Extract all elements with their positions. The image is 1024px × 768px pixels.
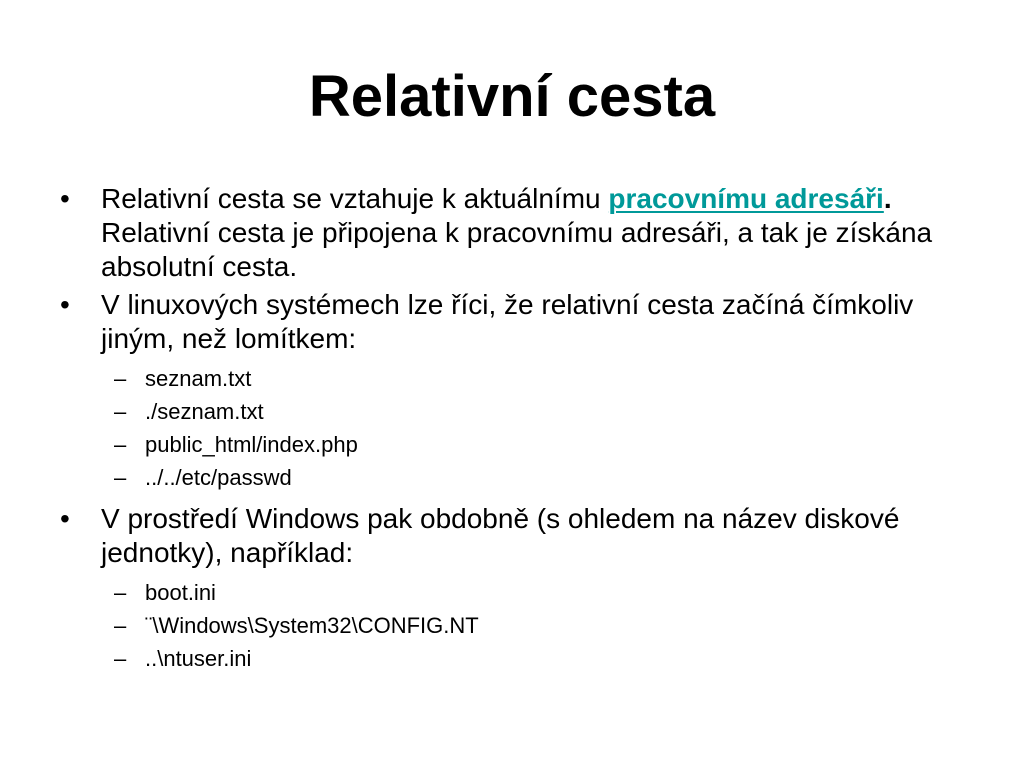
sub-marker: – — [114, 399, 127, 424]
example-path: ./seznam.txt — [145, 399, 264, 424]
sub-marker: – — [114, 366, 127, 391]
bullet-text: Relativní cesta se vztahuje k aktuálnímu — [101, 183, 609, 214]
example-path: public_html/index.php — [145, 432, 358, 457]
list-item — [60, 642, 960, 675]
sub-marker: – — [114, 580, 127, 605]
bullet-windows-paths — [60, 502, 960, 570]
bullet-text: V linuxových systémech lze říci, že relativní cesta začíná čímkoliv jiným, než lomítkem: — [101, 289, 914, 354]
example-path: seznam.txt — [145, 366, 252, 391]
sub-marker: – — [114, 646, 127, 671]
list-item — [60, 609, 960, 642]
example-path: ../../etc/passwd — [145, 465, 292, 490]
slide-content — [60, 182, 960, 683]
sub-marker: – — [114, 432, 127, 457]
bullet-text-continued: Relativní cesta je připojena k pracovnímu adresáři, a tak je získána absolutní cesta. — [101, 217, 933, 282]
list-item — [60, 362, 960, 395]
bullet-marker: • — [60, 503, 70, 534]
working-directory-link[interactable]: pracovnímu adresáři — [608, 183, 884, 214]
sub-marker: – — [114, 613, 127, 638]
slide-title: Relativní cesta — [308, 64, 716, 129]
bullet-relative-path-definition — [60, 182, 960, 284]
list-item — [60, 576, 960, 609]
bullet-marker: • — [60, 183, 70, 214]
sub-marker: – — [114, 465, 127, 490]
list-item — [60, 428, 960, 461]
list-item — [60, 461, 960, 494]
example-path: ¨\Windows\System32\CONFIG.NT — [145, 613, 479, 638]
bullet-period: . — [883, 183, 892, 214]
bullet-marker: • — [60, 289, 70, 320]
windows-examples-list — [60, 576, 960, 675]
linux-examples-list — [60, 362, 960, 494]
example-path: ..\ntuser.ini — [145, 646, 252, 671]
bullet-linux-paths — [60, 288, 960, 356]
example-path: boot.ini — [145, 580, 216, 605]
list-item — [60, 395, 960, 428]
bullet-text: V prostředí Windows pak obdobně (s ohledem na název diskové jednotky), například: — [101, 503, 900, 568]
